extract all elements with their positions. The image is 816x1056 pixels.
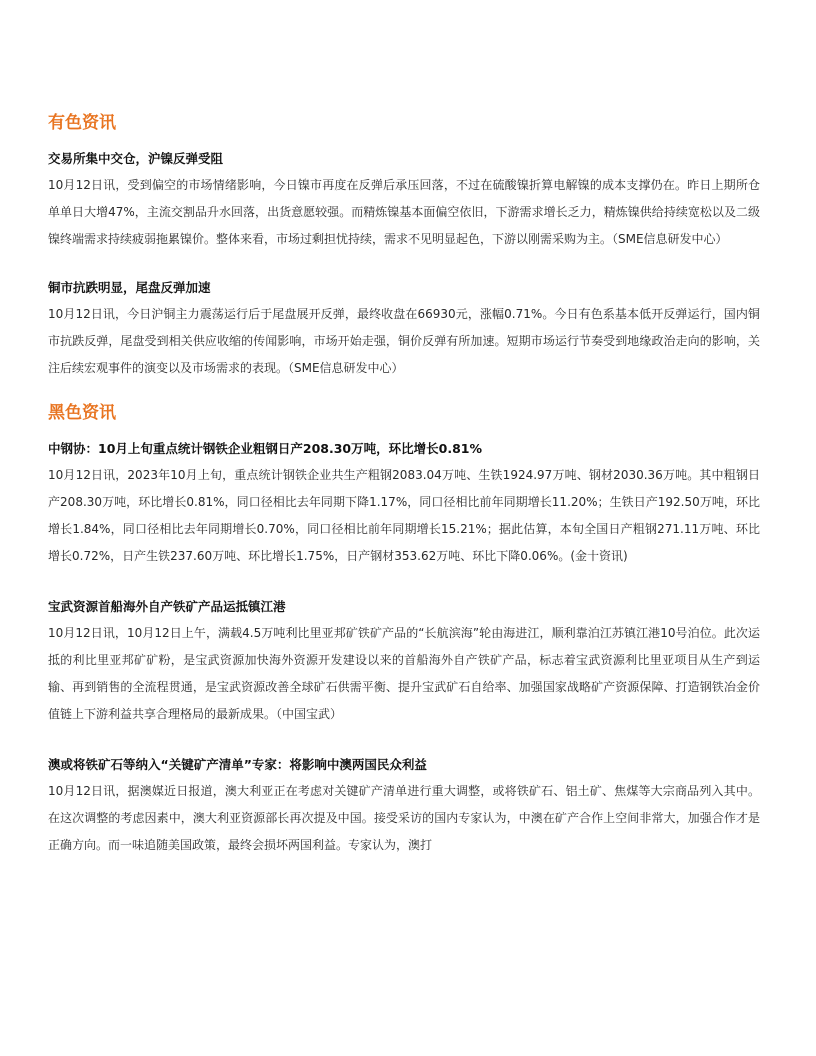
document-page [48, 110, 760, 859]
article-title: 铜市抗跌明显，尾盘反弹加速 [48, 280, 211, 295]
article-body: 10月12日讯，2023年10月上旬，重点统计钢铁企业共生产粗钢2083.04万吨、生铁1924.97万吨、钢材2030.36万吨。其中粗钢日产208.30万吨，环比增长0.81%，同口径相比去年同期下降1.17%，同口径相比前年同期增长11.20%；生铁日产192.50万吨，环比增长1.84%，同口径相比去年同期增长0.70%，同口径相比前年同期增长15.21%；据此估算，本旬全国日产粗钢271.11万吨、环比增长0.72%，日产生铁237.60万吨、环比增长1.75%，日产钢材353.62万吨、环比下降0.06%。(金十资讯) [48, 468, 760, 563]
article-title: 宝武资源首船海外自产铁矿产品运抵镇江港 [48, 599, 286, 614]
article-copper [48, 275, 760, 382]
article-title: 中钢协：10月上旬重点统计钢铁企业粗钢日产208.30万吨，环比增长0.81% [48, 441, 482, 456]
section-title-nonferrous: 有色资讯 [48, 113, 116, 133]
article-baowu-iron-ore [48, 594, 760, 728]
article-body: 10月12日讯，受到偏空的市场情绪影响，今日镍市再度在反弹后承压回落，不过在硫酸镍折算电解镍的成本支撑仍在。昨日上期所仓单单日大增47%，主流交割品升水回落，出货意愿较强。而精炼镍基本面偏空依旧，下游需求增长乏力，精炼镍供给持续宽松以及二级镍终端需求持续疲弱拖累镍价。整体来看，市场过剩担忧持续，需求不见明显起色，下游以刚需采购为主。（SME信息研发中心） [48, 178, 760, 246]
article-body: 10月12日讯，今日沪铜主力震荡运行后于尾盘展开反弹，最终收盘在66930元，涨幅0.71%。今日有色系基本低开反弹运行，国内铜市抗跌反弹，尾盘受到相关供应收缩的传闻影响，市场开始走强，铜价反弹有所加速。短期市场运行节奏受到地缘政治走向的影响，关注后续宏观事件的演变以及市场需求的表现。（SME信息研发中心） [48, 307, 760, 375]
article-body: 10月12日讯，据澳媒近日报道，澳大利亚正在考虑对关键矿产清单进行重大调整，或将铁矿石、铝土矿、焦煤等大宗商品列入其中。在这次调整的考虑因素中，澳大利亚资源部长再次提及中国。接受采访的国内专家认为，中澳在矿产合作上空间非常大，加强合作才是正确方向。而一味追随美国政策，最终会损坏两国利益。专家认为，澳打 [48, 784, 760, 852]
article-title: 交易所集中交仓，沪镍反弹受阻 [48, 151, 224, 166]
article-australia-critical-minerals [48, 752, 760, 859]
article-body: 10月12日讯，10月12日上午，满载4.5万吨利比里亚邦矿铁矿产品的“长航滨海”轮由海进江，顺利靠泊江苏镇江港10号泊位。此次运抵的利比里亚邦矿矿粉，是宝武资源加快海外资源开发建设以来的首船海外自产铁矿产品，标志着宝武资源利比里亚项目从生产到运输、再到销售的全流程贯通，是宝武资源改善全球矿石供需平衡、提升宝武矿石自给率、加强国家战略矿产资源保障、打造钢铁冶金价值链上下游利益共享合理格局的最新成果。（中国宝武） [48, 626, 760, 721]
article-steel-output [48, 436, 760, 570]
section-title-ferrous: 黑色资讯 [48, 403, 116, 423]
article-nickel [48, 146, 760, 253]
article-title: 澳或将铁矿石等纳入“关键矿产清单”专家：将影响中澳两国民众利益 [48, 757, 427, 772]
